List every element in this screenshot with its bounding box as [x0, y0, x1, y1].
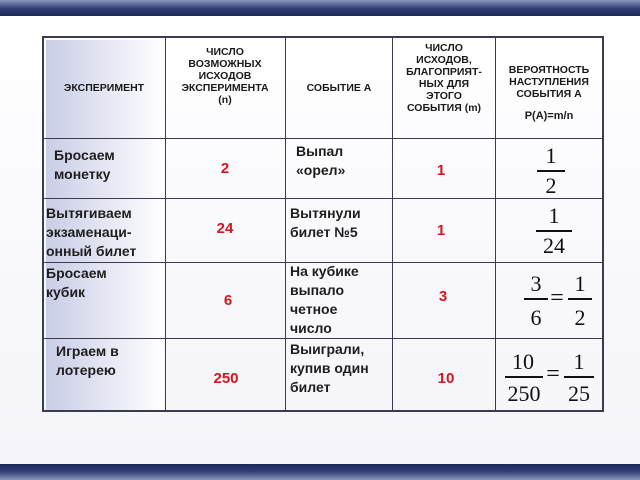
row3-experiment: Бросаем кубик	[46, 265, 107, 300]
row4-equals: =	[546, 361, 560, 387]
row4-n: 250	[213, 370, 239, 387]
table-border-bottom	[42, 410, 604, 412]
row1-event: Выпал «орел»	[296, 143, 346, 178]
row2-m: 1	[436, 222, 446, 239]
row4-frac-bar	[505, 376, 543, 378]
header-favorable: ЧИСЛО ИСХОДОВ, БЛАГОПРИЯТ- НЫХ ДЛЯ ЭТОГО СОБЫТИЯ (m)	[406, 42, 482, 114]
row3-frac-num: 3	[530, 271, 542, 296]
top-decorative-bar	[0, 0, 640, 16]
row1-experiment: Бросаем монетку	[54, 147, 115, 182]
row1-frac-den: 2	[545, 173, 557, 198]
row1-frac-num: 1	[545, 143, 557, 168]
header-formula: P(A)=m/n	[524, 110, 574, 122]
row1-m: 1	[436, 162, 446, 179]
table-border-right	[602, 36, 604, 412]
divider-col2	[285, 38, 286, 412]
row2-event: Вытянули билет №5	[290, 205, 361, 240]
header-outcomes: ЧИСЛО ВОЗМОЖНЫХ ИСХОДОВ ЭКСПЕРИМЕНТА (n)	[181, 46, 269, 106]
header-event: СОБЫТИЕ А	[306, 82, 372, 94]
table-border-left	[42, 36, 44, 412]
row2-experiment: Вытягиваем экзаменаци- онный билет	[46, 205, 137, 259]
row3-frac-den: 6	[530, 305, 542, 330]
row4-frac-den: 250	[507, 381, 541, 406]
row3-frac2-num: 1	[574, 271, 586, 296]
row4-frac2-num: 1	[573, 349, 585, 374]
row2-frac-num: 1	[548, 203, 560, 228]
row3-m: 3	[438, 288, 448, 305]
header-experiment: ЭКСПЕРИМЕНТ	[63, 82, 145, 94]
row-divider-1	[44, 198, 602, 199]
row1-n: 2	[220, 160, 230, 177]
row4-event: Выиграли, купив один билет	[290, 341, 369, 395]
row2-n: 24	[216, 220, 234, 237]
row2-frac-bar	[536, 230, 572, 232]
header-probability: ВЕРОЯТНОСТЬ НАСТУПЛЕНИЯ СОБЫТИЯ А	[508, 64, 590, 100]
row4-frac2-den: 25	[568, 381, 590, 406]
row3-n: 6	[223, 292, 233, 309]
row2-frac-den: 24	[543, 233, 565, 258]
row-divider-3	[44, 338, 602, 339]
header-divider	[44, 138, 602, 139]
row3-frac2-den: 2	[574, 305, 586, 330]
row4-frac2-bar	[564, 376, 594, 378]
row4-frac-num: 10	[512, 349, 534, 374]
row1-frac-bar	[537, 170, 565, 172]
row3-event: На кубике выпало четное число	[290, 263, 359, 336]
bottom-decorative-bar	[0, 464, 640, 480]
row3-equals: =	[550, 285, 564, 311]
row4-m: 10	[437, 370, 455, 387]
row3-frac-bar	[524, 298, 548, 300]
table-border-top	[42, 36, 604, 38]
row4-experiment: Играем в лотерею	[56, 343, 119, 378]
row3-frac2-bar	[568, 298, 592, 300]
